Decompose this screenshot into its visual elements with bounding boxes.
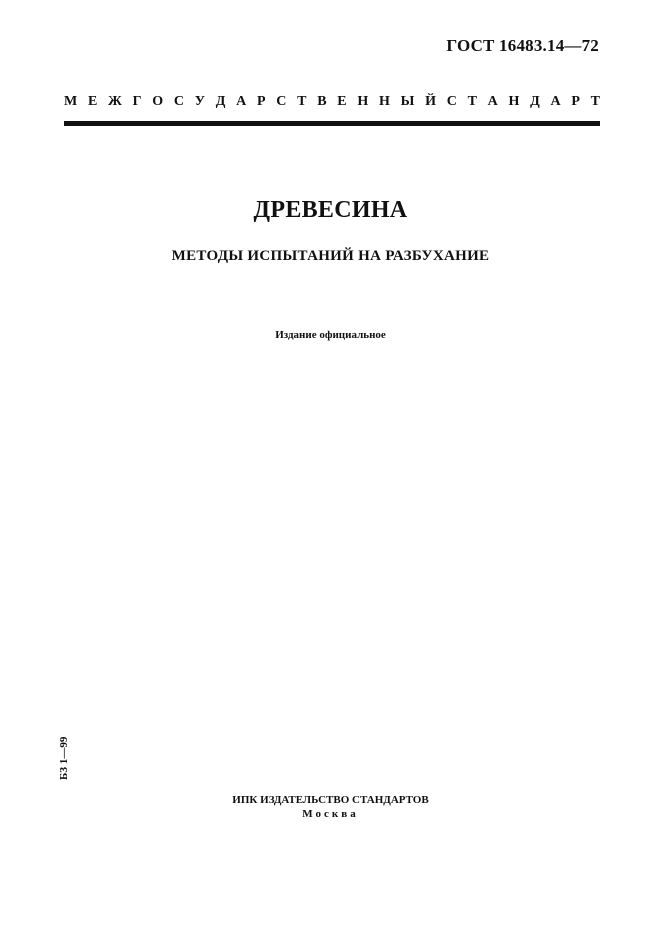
header-divider xyxy=(64,121,600,126)
edition-note: Издание официальное xyxy=(275,329,386,341)
publisher-city: Москва xyxy=(302,808,359,820)
side-mark: БЗ 1—99 xyxy=(58,736,70,780)
gost-code: ГОСТ 16483.14—72 xyxy=(446,36,599,55)
publisher: ИПК ИЗДАТЕЛЬСТВО СТАНДАРТОВ xyxy=(232,794,429,806)
interstate-standard-text: М Е Ж Г О С У Д А Р С Т В Е Н Н Ы Й С Т А Н Д А Р Т xyxy=(64,94,600,109)
interstate-standard-heading xyxy=(64,94,600,110)
document-subtitle: МЕТОДЫ ИСПЫТАНИЙ НА РАЗБУХАНИЕ xyxy=(171,248,490,264)
document-title: ДРЕВЕСИНА xyxy=(253,197,408,223)
